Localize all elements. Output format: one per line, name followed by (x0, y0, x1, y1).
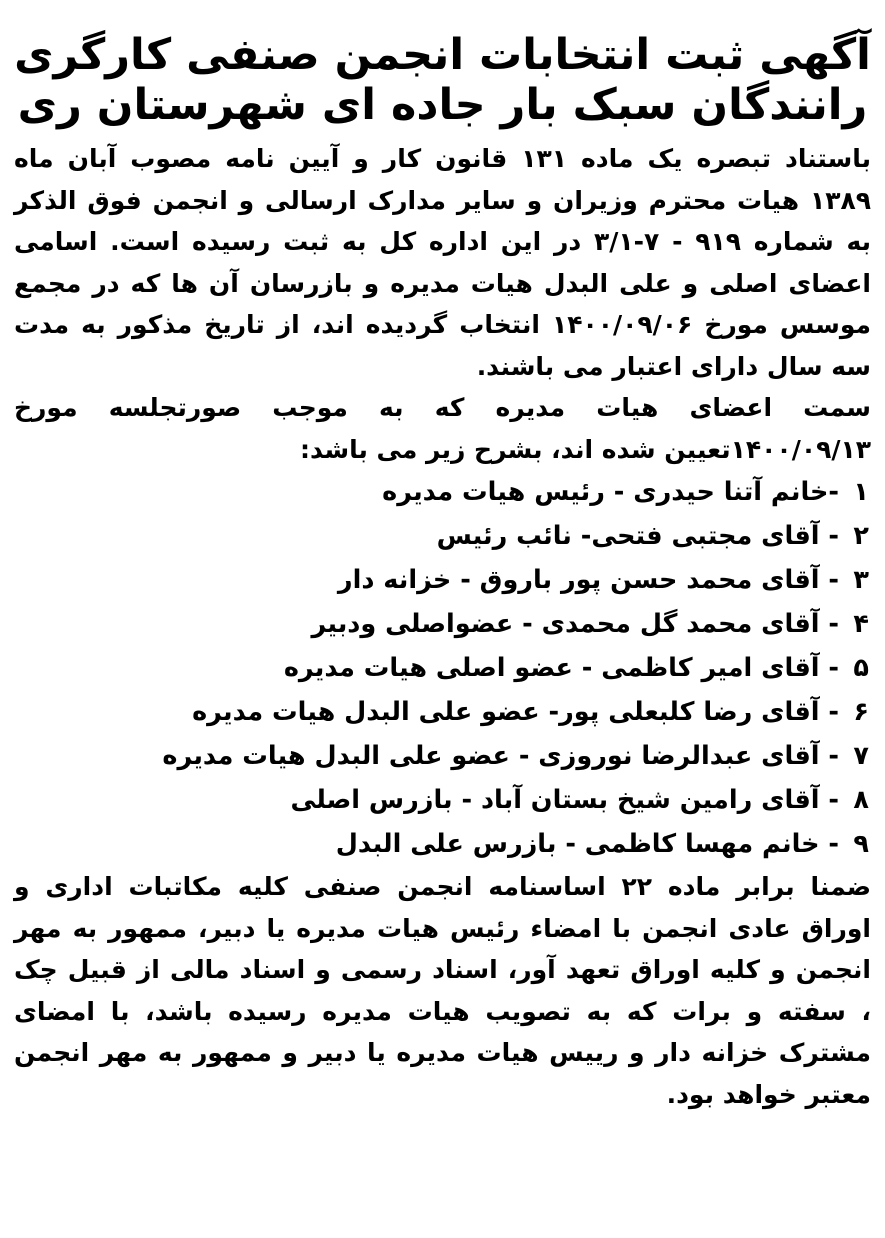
roles-paragraph: سمت اعضای هیات مدیره که به موجب صورتجلسه مورخ ۱۴۰۰/۰۹/۱۳تعیین شده اند، بشرح زیر می باشد: (14, 393, 871, 464)
notice-body (14, 138, 871, 1115)
list-item (14, 778, 869, 822)
member-number: ۱ (853, 477, 869, 507)
list-item (14, 646, 869, 690)
member-entry: - آقای محمد حسن پور باروق - خزانه دار (337, 565, 839, 595)
member-entry: - آقای امیر کاظمی - عضو اصلی هیات مدیره (283, 653, 839, 683)
member-number: ۶ (853, 697, 869, 727)
member-entry: - آقای عبدالرضا نوروزی - عضو علی البدل هیات مدیره (162, 741, 839, 771)
member-entry: - آقای رضا کلبعلی پور- عضو علی البدل هیات مدیره (192, 697, 839, 727)
list-item (14, 470, 869, 514)
member-entry: - آقای مجتبی فتحی- نائب رئیس (436, 521, 839, 551)
list-item (14, 734, 869, 778)
notice-title-line-1: آگهی ثبت انتخابات انجمن صنفی کارگری (14, 30, 871, 80)
member-entry: - خانم مهسا کاظمی - بازرس علی البدل (335, 829, 839, 859)
list-item (14, 558, 869, 602)
list-item (14, 690, 869, 734)
member-number: ۸ (853, 785, 869, 815)
member-number: ۲ (853, 521, 869, 551)
member-number: ۹ (853, 829, 869, 859)
list-item (14, 822, 869, 866)
notice-title-line-2: رانندگان سبک بار جاده ای شهرستان ری (17, 80, 868, 130)
board-members-list (14, 470, 871, 866)
member-entry: - آقای محمد گل محمدی - عضواصلی ودبیر (311, 609, 839, 639)
member-entry: - آقای رامین شیخ بستان آباد - بازرس اصلی (290, 785, 839, 815)
notice-title (14, 30, 871, 130)
member-number: ۴ (853, 609, 869, 639)
list-item (14, 514, 869, 558)
member-number: ۷ (853, 741, 869, 771)
member-number: ۳ (853, 565, 869, 595)
member-entry: -خانم آتنا حیدری - رئیس هیات مدیره (382, 477, 839, 507)
closing-paragraph: ضمنا برابر ماده ۲۲ اساسنامه انجمن صنفی کلیه مکاتبات اداری و اوراق عادی انجمن با امضاء رئیس هیات مدیره یا دبیر، ممهور به مهر انجمن و کلیه اوراق تعهد آور، اسناد رسمی و اسناد مالی از قبیل چک ، سفته و برات که به تصویب هیات مدیره رسیده باشد، با امضای مشترک خزانه دار و رییس هیات مدیره یا دبیر و ممهور به مهر انجمن معتبر خواهد بود. (14, 872, 872, 1109)
list-item (14, 602, 869, 646)
member-number: ۵ (853, 653, 869, 683)
intro-paragraph: باستناد تبصره یک ماده ۱۳۱ قانون کار و آیین نامه مصوب آبان ماه ۱۳۸۹ هیات محترم وزیران و سایر مدارک ارسالی و انجمن فوق الذکر به شماره ۹۱۹ - ۷-۳/۱ در این اداره کل به ثبت رسیده است. اسامی اعضای اصلی و علی البدل هیات مدیره و بازرسان آن ها که در مجمع موسس مورخ ۱۴۰۰/۰۹/۰۶ انتخاب گردیده اند، از تاریخ مذکور به مدت سه سال دارای اعتبار می باشند. (14, 144, 871, 381)
